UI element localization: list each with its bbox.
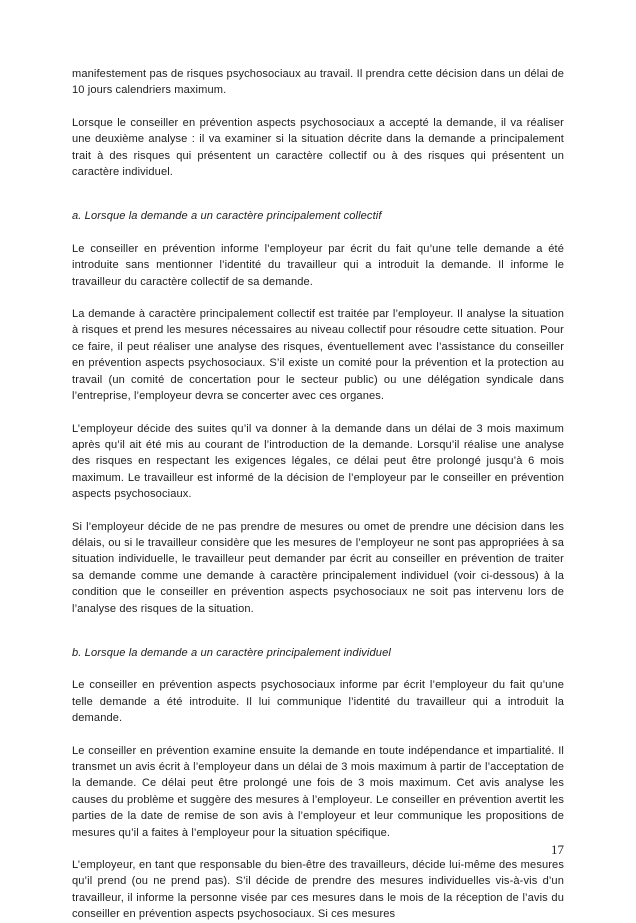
paragraph-si-employeur-ne-prend-pas-mesures: Si l’employeur décide de ne pas prendre de mesures ou omet de prendre une décision dans les délais, ou si le travailleur considère que les mesures de l’employeur ne sont pas appropriées à sa situation individuelle, le travailleur peut demander par écrit au conseiller en prévention de traiter sa demande comme une demande à caractère principalement individuel (voir ci-dessous) à la condition que le conseiller en prévention aspects psychosociaux ne soit pas intervenu lors de l’analyse des risques de la situation. (72, 520, 564, 615)
paragraph-conseiller-informe-employeur: Le conseiller en prévention informe l’employeur par écrit du fait qu’une telle demande a été introduite sans mentionner l’identité du travailleur qui a introduit la demande. Il informe le travailleur du caractère collectif de sa demande. (72, 242, 564, 288)
page-number: 17 (551, 842, 564, 857)
paragraph-employeur-responsable-bien-etre: L’employeur, en tant que responsable du bien-être des travailleurs, décide lui-même des mesures qu’il prend (ou ne prend pas). S’il décide de prendre des mesures individuelles vis-à-vis d’un travailleur, il informe la personne visée par ces mesures dans le mois de la réception de l’avis du conseiller en prévention aspects psychosociaux. Si ces mesures (72, 859, 564, 921)
heading-a-caractere-collectif: a. Lorsque la demande a un caractère principalement collectif (72, 210, 382, 223)
paragraph-employeur-decide-suites: L’employeur décide des suites qu’il va donner à la demande dans un délai de 3 mois maximum après qu’il ait été mis au courant de l’introduction de la demande. Lorsqu’il réalise une analyse des risques en respectant les exigences légales, ce délai peut être prolongé jusqu’à 6 mois maximum. Le travailleur est informé de la décision de l’employeur par le conseiller en prévention aspects psychosociaux. (72, 422, 564, 501)
paragraph-lorsque-conseiller-accepte: Lorsque le conseiller en prévention aspects psychosociaux a accepté la demande, il va réaliser une deuxième analyse : il va examiner si la situation décrite dans la demande a principalement trait à des risques qui présentent un caractère collectif ou à des risques qui présentent un caractère individuel. (72, 116, 564, 179)
heading-b-caractere-individuel: b. Lorsque la demande a un caractère principalement individuel (72, 646, 391, 659)
paragraph-conseiller-examine-demande: Le conseiller en prévention examine ensuite la demande en toute indépendance et impartialité. Il transmet un avis écrit à l’employeur dans un délai de 3 mois maximum à partir de l’acceptation de la demande. Ce délai peut être prolongé une fois de 3 mois maximum. Cet avis analyse les causes du problème et suggère des mesures à l’employeur. Le conseiller en prévention avertit les parties de la date de remise de son avis à l’employeur et leur communique les propositions de mesures qu’il a faites à l’employeur pour la situation spécifique. (72, 744, 564, 839)
paragraph-conseiller-informe-par-ecrit: Le conseiller en prévention aspects psychosociaux informe par écrit l’employeur du fait qu’une telle demande a été introduite. Il lui communique l’identité du travailleur qui a introduit la demande. (72, 679, 564, 725)
paragraph-manifestement: manifestement pas de risques psychosociaux au travail. Il prendra cette décision dans un délai de 10 jours calendriers maximum. (72, 68, 564, 97)
paragraph-demande-collectif-traitee: La demande à caractère principalement collectif est traitée par l’employeur. Il analyse la situation à risques et prend les mesures nécessaires au niveau collectif pour résoudre cette situation. Pour ce faire, il peut réaliser une analyse des risques, éventuellement avec l’assistance du conseiller en prévention aspects psychosociaux. S’il existe un comité pour la prévention et la protection au travail (un comité de concertation pour le secteur public) ou une délégation syndicale dans l’entreprise, l’employeur devra se concerter avec ces organes. (72, 308, 564, 403)
document-body (72, 66, 564, 923)
